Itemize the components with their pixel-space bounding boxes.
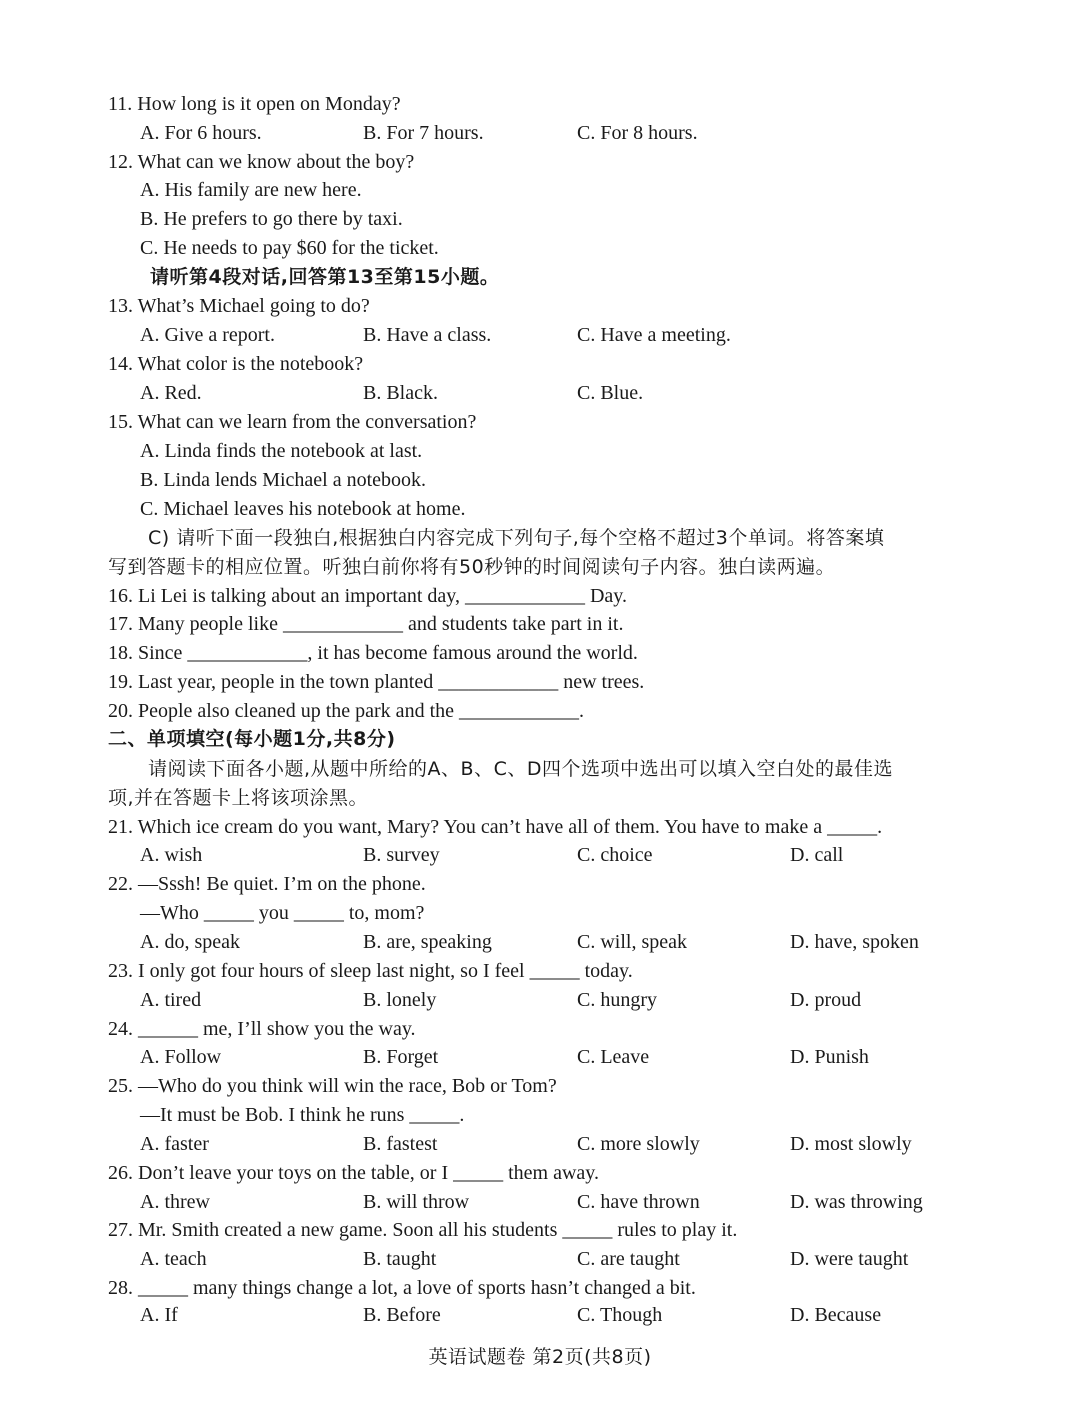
question-26: 26. Don’t leave your toys on the table, or I _____ them away. [108, 1162, 599, 1184]
option-25-c: C. more slowly [577, 1133, 700, 1155]
option-12-b: B. He prefers to go there by taxi. [140, 208, 403, 230]
option-13-b: B. Have a class. [363, 324, 492, 346]
option-11-b: B. For 7 hours. [363, 122, 484, 144]
question-14: 14. What color is the notebook? [108, 353, 364, 375]
option-21-c: C. choice [577, 844, 653, 866]
section-2-instruction-1: 请阅读下面各小题,从题中所给的A、B、C、D四个选项中选出可以填入空白处的最佳选 [148, 758, 893, 780]
question-13: 13. What’s Michael going to do? [108, 295, 370, 317]
option-27-d: D. were taught [790, 1248, 909, 1270]
option-14-a: A. Red. [140, 382, 202, 404]
question-23: 23. I only got four hours of sleep last night, so I feel _____ today. [108, 960, 633, 982]
option-12-a: A. His family are new here. [140, 179, 362, 201]
option-28-a: A. If [140, 1304, 178, 1326]
dialogue-4-instruction: 请听第4段对话,回答第13至第15小题。 [150, 266, 500, 288]
option-23-d: D. proud [790, 989, 862, 1011]
section-c-instruction-2: 写到答题卡的相应位置。听独白前你将有50秒钟的时间阅读句子内容。独白读两遍。 [108, 556, 836, 578]
question-18: 18. Since ____________, it has become famous around the world. [108, 642, 638, 664]
option-24-b: B. Forget [363, 1046, 439, 1068]
question-27: 27. Mr. Smith created a new game. Soon all his students _____ rules to play it. [108, 1219, 738, 1241]
option-15-a: A. Linda finds the notebook at last. [140, 440, 423, 462]
question-11: 11. How long is it open on Monday? [108, 93, 401, 115]
option-15-b: B. Linda lends Michael a notebook. [140, 469, 427, 491]
section-c-instruction-1: C) 请听下面一段独白,根据独白内容完成下列句子,每个空格不超过3个单词。将答案填 [148, 527, 885, 549]
option-23-b: B. lonely [363, 989, 437, 1011]
option-28-d: D. Because [790, 1304, 882, 1326]
option-26-d: D. was throwing [790, 1191, 923, 1213]
question-16: 16. Li Lei is talking about an important day, ____________ Day. [108, 585, 627, 607]
option-22-d: D. have, spoken [790, 931, 919, 953]
question-22: 22. —Sssh! Be quiet. I’m on the phone. [108, 873, 426, 895]
option-28-c: C. Though [577, 1304, 663, 1326]
option-25-b: B. fastest [363, 1133, 438, 1155]
option-26-a: A. threw [140, 1191, 210, 1213]
option-27-c: C. are taught [577, 1248, 680, 1270]
option-26-b: B. will throw [363, 1191, 470, 1213]
option-11-c: C. For 8 hours. [577, 122, 698, 144]
question-15: 15. What can we learn from the conversation? [108, 411, 477, 433]
question-22-line-2: —Who _____ you _____ to, mom? [140, 902, 425, 924]
option-23-c: C. hungry [577, 989, 657, 1011]
option-22-b: B. are, speaking [363, 931, 492, 953]
question-28: 28. _____ many things change a lot, a love of sports hasn’t changed a bit. [108, 1277, 696, 1299]
option-21-b: B. survey [363, 844, 440, 866]
option-22-c: C. will, speak [577, 931, 687, 953]
option-24-c: C. Leave [577, 1046, 650, 1068]
option-28-b: B. Before [363, 1304, 441, 1326]
option-25-a: A. faster [140, 1133, 209, 1155]
option-27-b: B. taught [363, 1248, 437, 1270]
option-26-c: C. have thrown [577, 1191, 700, 1213]
option-12-c: C. He needs to pay $60 for the ticket. [140, 237, 439, 259]
question-20: 20. People also cleaned up the park and the ____________. [108, 700, 584, 722]
option-21-d: D. call [790, 844, 844, 866]
option-13-c: C. Have a meeting. [577, 324, 731, 346]
option-11-a: A. For 6 hours. [140, 122, 262, 144]
question-12: 12. What can we know about the boy? [108, 151, 415, 173]
option-24-d: D. Punish [790, 1046, 869, 1068]
option-22-a: A. do, speak [140, 931, 240, 953]
option-27-a: A. teach [140, 1248, 207, 1270]
question-19: 19. Last year, people in the town planted ____________ new trees. [108, 671, 645, 693]
option-21-a: A. wish [140, 844, 203, 866]
question-21: 21. Which ice cream do you want, Mary? You can’t have all of them. You have to make a _____. [108, 816, 883, 838]
section-2-heading: 二、单项填空(每小题1分,共8分) [108, 728, 396, 750]
section-2-instruction-2: 项,并在答题卡上将该项涂黑。 [108, 787, 369, 809]
option-25-d: D. most slowly [790, 1133, 912, 1155]
option-14-c: C. Blue. [577, 382, 644, 404]
question-24: 24. ______ me, I’ll show you the way. [108, 1018, 416, 1040]
page-footer: 英语试题卷 第2页(共8页) [428, 1346, 652, 1368]
question-17: 17. Many people like ____________ and students take part in it. [108, 613, 624, 635]
question-25-line-2: —It must be Bob. I think he runs _____. [140, 1104, 465, 1126]
option-23-a: A. tired [140, 989, 202, 1011]
option-13-a: A. Give a report. [140, 324, 275, 346]
question-25: 25. —Who do you think will win the race, Bob or Tom? [108, 1075, 557, 1097]
option-24-a: A. Follow [140, 1046, 222, 1068]
option-14-b: B. Black. [363, 382, 438, 404]
option-15-c: C. Michael leaves his notebook at home. [140, 498, 466, 520]
